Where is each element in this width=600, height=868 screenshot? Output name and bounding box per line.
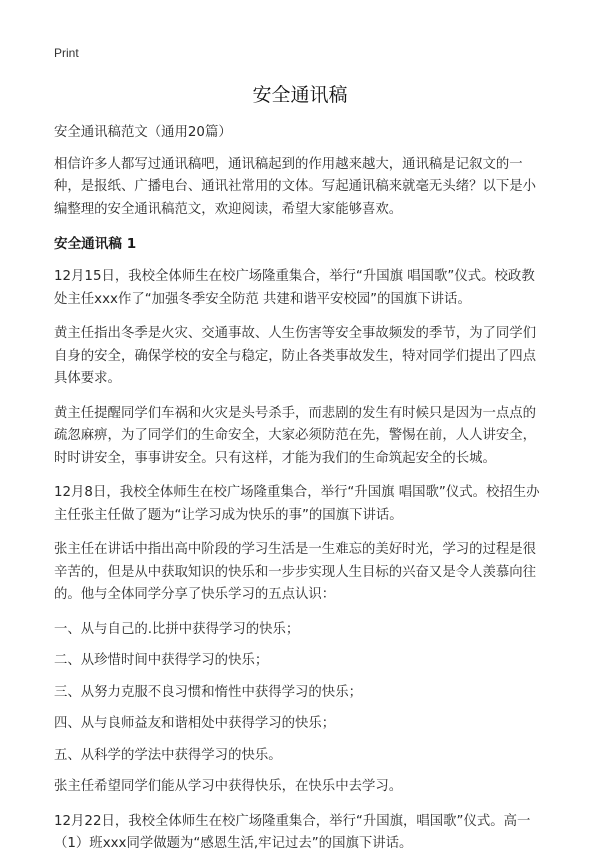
print-link[interactable]: Print (54, 46, 79, 60)
intro-paragraph: 相信许多人都写过通讯稿吧，通讯稿起到的作用越来越大，通讯稿是记叙文的一种，是报纸、广播电台、通讯社常用的文体。写起通讯稿来就毫无头绪？以下是小编整理的安全通讯稿范文，欢迎阅读，希望大家能够喜欢。 (54, 156, 537, 217)
list-item: 三、从努力克服不良习惯和惰性中获得学习的快乐； (54, 684, 362, 700)
paragraph: 黄主任指出冬季是火灾、交通事故、人生伤害等安全事故频发的季节，为了同学们自身的安全，确保学校的安全与稳定，防止各类事故发生，特对同学们提出了四点具体要求。 (54, 326, 537, 386)
paragraph: 黄主任提醒同学们车祸和火灾是头号杀手，而悲剧的发生有时候只是因为一点点的疏忽麻痹，为了同学们的生命安全，大家必须防范在先，警惕在前，人人讲安全，时时讲安全，事事讲安全。只有这样，才能为我们的生命筑起安全的长城。 (54, 405, 537, 466)
list-item: 一、从与自己的.比拼中获得学习的快乐； (54, 621, 300, 637)
section-heading: 安全通讯稿 1 (54, 236, 137, 252)
paragraph: 张主任在讲话中指出高中阶段的学习生活是一生难忘的美好时光，学习的过程是很辛苦的，但是从中获取知识的快乐和一步步实现人生目标的兴奋又是令人羡慕向往的。他与全体同学分享了快乐学习的五点认识： (54, 542, 537, 602)
article-body (54, 122, 548, 868)
list-item: 五、从科学的学法中获得学习的快乐。 (54, 747, 282, 763)
paragraph: 12月15日，我校全体师生在校广场隆重集合，举行“升国旗 唱国歌”仪式。校政教处主任xxx作了“加强冬季安全防范 共建和谐平安校园”的国旗下讲话。 (54, 269, 535, 307)
page-title: 安全通讯稿 (252, 84, 348, 106)
paragraph: 12月8日，我校全体师生在校广场隆重集合，举行“升国旗 唱国歌”仪式。校招生办主任张主任做了题为“让学习成为快乐的事”的国旗下讲话。 (54, 485, 540, 523)
list-item: 二、从珍惜时间中获得学习的快乐； (54, 653, 269, 668)
list-item: 四、从与良师益友和谐相处中获得学习的快乐； (54, 716, 336, 731)
paragraph: 12月22日，我校全体师生在校广场隆重集合，举行“升国旗，唱国歌”仪式。高一（1）班xxx同学做题为“感恩生活,牢记过去”的国旗下讲话。 (54, 813, 531, 851)
doc-subtitle: 安全通讯稿范文（通用20篇） (54, 125, 232, 140)
closing-paragraph: 张主任希望同学们能从学习中获得快乐，在快乐中去学习。 (54, 779, 403, 794)
